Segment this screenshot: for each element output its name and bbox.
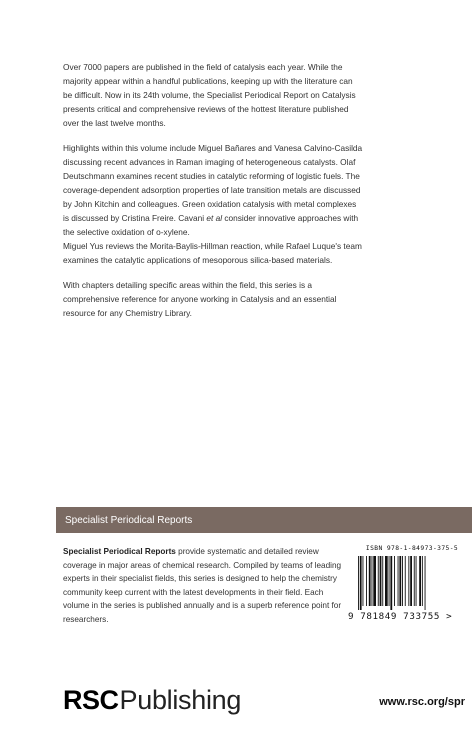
barcode-bar [390,556,392,610]
highlights-text: Highlights within this volume include Miguel Bañares and Vanesa Calvino-Casilda discussing recent advances in Raman imaging of heterogeneous catalysts. Olaf Deutschmann examines recent studies in catalytic reforming of logistic fuels. The coverage-dependent adsorption properties of late transition metals are discussed by John Kitchin and colleagues. Green oxidation catalysis with metal complexes is discussed by Cristina Freire. Cavani [63,143,363,223]
barcode-bar [419,556,421,606]
barcode-bar [422,556,423,606]
barcode-bar [358,556,359,610]
barcode-bar [414,556,415,606]
barcode-bar [360,556,362,610]
paragraph-highlights [63,141,363,267]
paragraph-intro: Over 7000 papers are published in the field of catalysis each year. While the majority appear within a handful publications, keeping up with the literature can be difficult. Now in its 24th volume, the Specialist Periodical Report on Catalysis presents critical and comprehensive reviews of the hottest literature published over the last twelve months. [63,62,356,128]
barcode-bar [385,556,388,606]
barcode-bar [410,556,412,606]
series-name-bold: Specialist Periodical Reports [63,547,176,556]
barcode-bar [366,556,367,606]
description-text [63,60,363,331]
et-al-text: et al [206,213,223,223]
barcode-digits: 9 781849 733755 > [348,611,453,622]
rsc-publishing-logo [63,685,241,717]
barcode-bar [402,556,403,606]
logo-publishing: Publishing [119,685,242,715]
series-blurb [63,545,345,626]
barcode-bar [378,556,379,606]
barcode-bar [373,556,376,606]
logo-rsc: RSC [63,685,119,715]
highlights-text-cont: consider innovative approaches with the selective oxidation of o-xylene. [63,213,359,237]
barcode-bar [363,556,364,606]
barcode-bar [398,556,399,606]
isbn-label: ISBN 978-1-84973-375-5 [365,545,459,552]
barcode-bar [380,556,382,606]
barcode-bar [425,556,426,610]
barcode-bar [405,556,406,606]
website-url: www.rsc.org/spr [379,696,465,708]
barcode-bar [416,556,417,606]
paragraph-summary: With chapters detailing specific areas within the field, this series is a comprehensive reference for anyone working in Catalysis and an essential resource for any Chemistry Library. [63,280,337,318]
barcode-bar [369,556,371,606]
series-band [56,507,472,533]
barcode-bar [399,556,401,606]
barcode-bar [389,556,390,606]
barcode-bar [382,556,383,606]
barcode-bar [408,556,409,606]
series-title: Specialist Periodical Reports [65,514,193,526]
series-description: provide systematic and detailed review coverage in major areas of chemical research. Compiled by teams of leading experts in their specialist fields, this series is designed to help the chemistry community keep current with the latest developments in their field. Each volume in the series is published annually and is a superb reference point for researchers. [63,547,342,624]
barcode [356,556,468,610]
highlights-text-yus: Miguel Yus reviews the Morita-Baylis-Hillman reaction, while Rafael Luque's team examines the catalytic applications of mesoporous silica-based materials. [63,241,362,265]
barcode-bar [372,556,373,606]
barcode-bar [394,556,395,606]
